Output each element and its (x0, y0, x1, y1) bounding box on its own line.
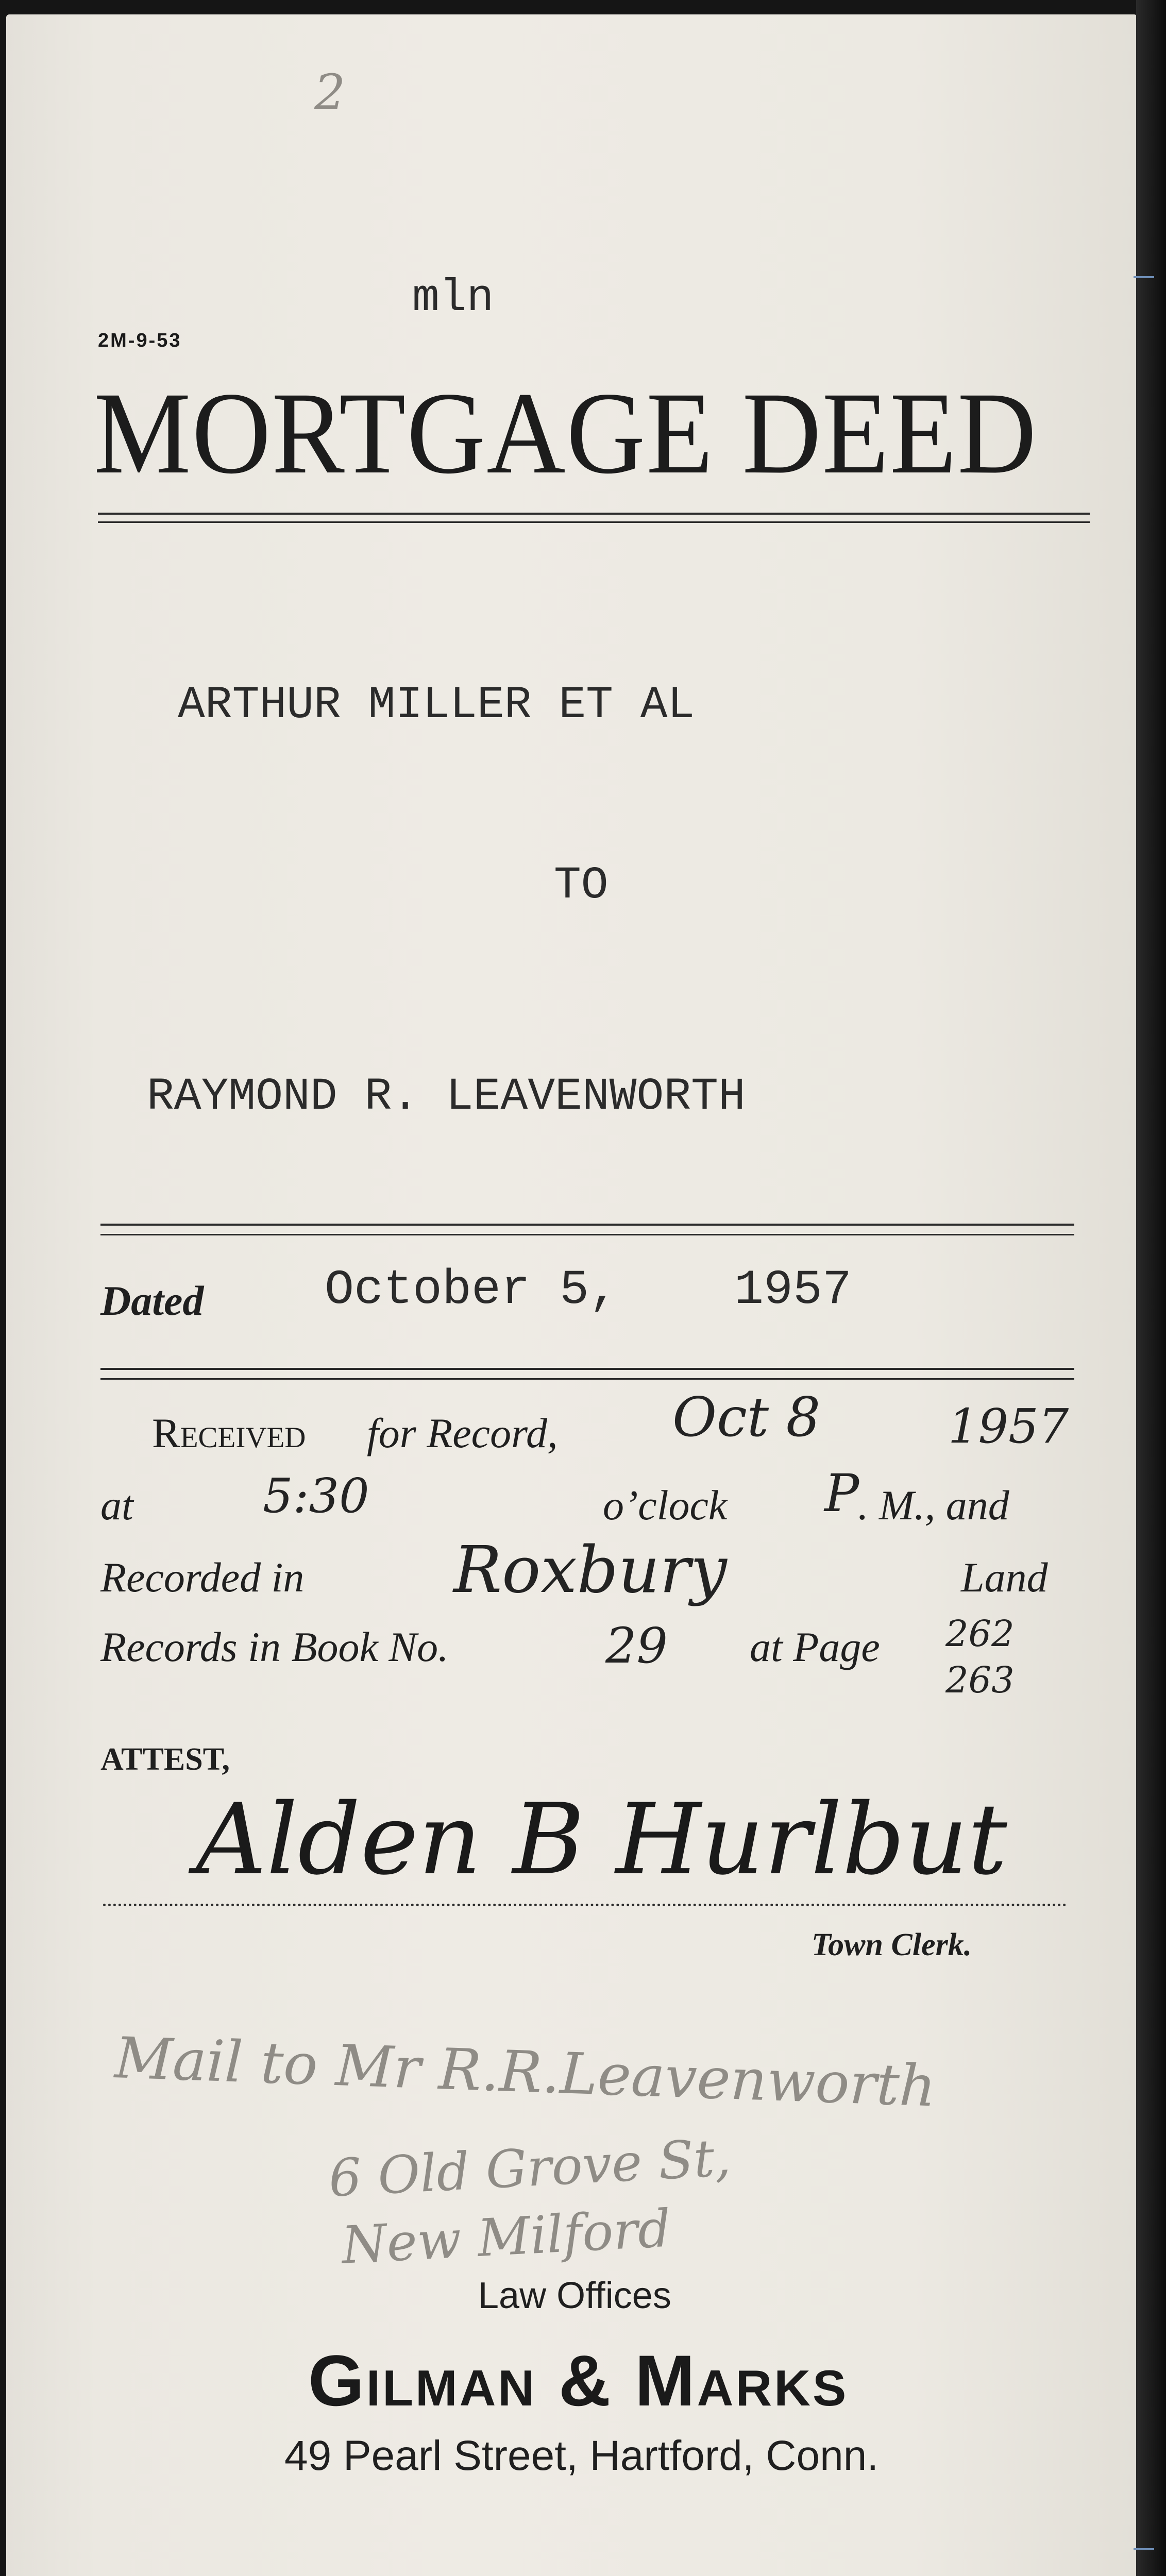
margin-tick-top (1134, 276, 1154, 278)
dated-rule-top (100, 1368, 1074, 1370)
dated-label: Dated (100, 1277, 204, 1324)
attest-label: ATTEST, (100, 1742, 230, 1777)
title-rule-bottom (98, 521, 1090, 523)
law-firm-name: Gilman & Marks (308, 2340, 849, 2421)
received-label-rest: for Record, (367, 1410, 558, 1456)
pencil-note-line-2: 6 Old Grove St, (327, 2127, 733, 2209)
page-number-handwritten-1: 262 (945, 1613, 1015, 1655)
dated-rule-bottom (100, 1378, 1074, 1380)
received-date-handwritten: Oct 8 (672, 1386, 821, 1449)
dated-value: October 5, (325, 1262, 619, 1318)
grantor-name: ARTHUR MILLER ET AL (178, 680, 695, 731)
signature-line (103, 1904, 1067, 1906)
law-firm-address: 49 Pearl Street, Hartford, Conn. (284, 2432, 879, 2479)
pencil-note-line-1: Mail to Mr R.R.Leavenworth (113, 2025, 937, 2120)
oclock-label: o’clock (603, 1482, 728, 1529)
pencil-mark-top: 2 (314, 64, 346, 121)
grantee-rule-top (100, 1224, 1074, 1226)
page-number-handwritten-2: 263 (945, 1659, 1015, 1701)
land-label: Land (961, 1554, 1048, 1601)
town-clerk-label: Town Clerk. (812, 1927, 972, 1962)
pencil-note-line-3: New Milford (340, 2198, 672, 2276)
page-edge-shadow (1136, 0, 1166, 2576)
at-label: at (100, 1482, 133, 1529)
grantee-rule-bottom (100, 1234, 1074, 1235)
grantee-name: RAYMOND R. LEAVENWORTH (147, 1072, 746, 1123)
town-clerk-signature: Alden B Hurlbut (196, 1783, 1007, 1896)
document-title: MORTGAGE DEED (94, 368, 1038, 498)
dated-year: 1957 (734, 1262, 852, 1318)
to-word: TO (554, 860, 609, 911)
town-handwritten: Roxbury (453, 1533, 727, 1607)
book-number-handwritten: 29 (605, 1618, 668, 1674)
received-label-caps: Received (152, 1410, 306, 1456)
margin-tick-bottom (1134, 2548, 1154, 2550)
ampm-handwritten: P (824, 1463, 859, 1523)
law-offices-label: Law Offices (478, 2275, 671, 2316)
records-in-book-label: Records in Book No. (100, 1623, 449, 1670)
time-handwritten: 5:30 (263, 1468, 369, 1523)
at-page-label: at Page (750, 1623, 880, 1670)
title-rule-top (98, 513, 1090, 515)
typed-initials: mln (412, 273, 494, 324)
received-year-handwritten: 1957 (948, 1399, 1069, 1454)
recorded-in-label: Recorded in (100, 1554, 305, 1601)
ampm-label: . M., and (858, 1482, 1009, 1529)
form-number: 2M-9-53 (98, 330, 182, 351)
